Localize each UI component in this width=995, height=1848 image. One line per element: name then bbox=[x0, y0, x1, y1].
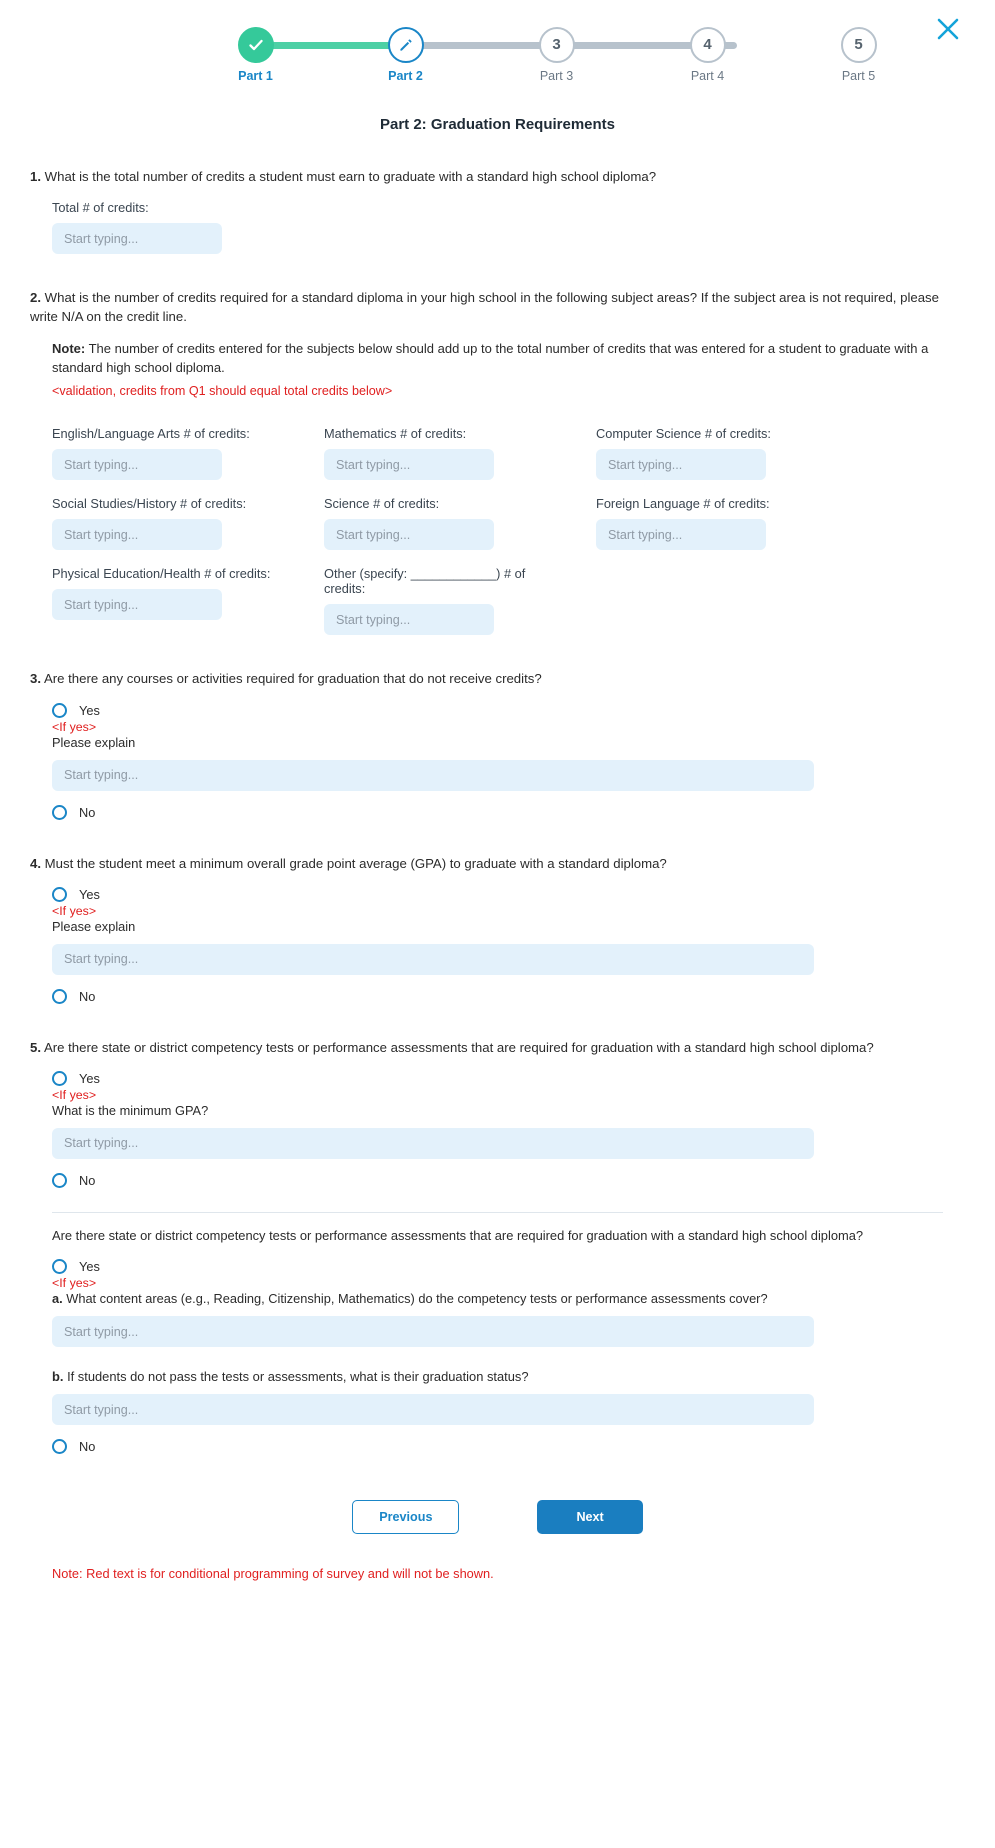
check-icon bbox=[240, 29, 272, 61]
credits-cell-science bbox=[324, 480, 596, 550]
question-4-explain-input[interactable] bbox=[52, 944, 814, 975]
question-5b bbox=[52, 1369, 965, 1384]
stepper-bubble-part-2 bbox=[388, 27, 424, 63]
credits-label-english: English/Language Arts # of credits: bbox=[52, 426, 250, 442]
question-3-text: Are there any courses or activities required for graduation that do not receive credits? bbox=[43, 671, 542, 687]
question-4-if-yes: <If yes> bbox=[52, 903, 97, 918]
radio-circle-icon[interactable] bbox=[52, 989, 67, 1004]
question-5-repeat-no-label: No bbox=[79, 1439, 96, 1455]
question-4-radio-no[interactable] bbox=[52, 989, 965, 1004]
section-divider bbox=[52, 1212, 943, 1213]
question-1 bbox=[30, 167, 965, 254]
credits-input-pe-health[interactable] bbox=[52, 589, 222, 620]
question-4-yes-label: Yes bbox=[79, 886, 100, 902]
question-3-yes-label: Yes bbox=[79, 702, 100, 718]
stepper-number-3: 3 bbox=[552, 36, 561, 53]
validation-message: <validation, credits from Q1 should equal total credits below> bbox=[52, 384, 393, 399]
credits-cell-empty bbox=[596, 550, 868, 635]
footnote: Note: Red text is for conditional programming of survey and will not be shown. bbox=[52, 1566, 494, 1582]
question-4-number: 4. bbox=[30, 855, 41, 871]
survey-content bbox=[0, 116, 995, 1581]
question-5a-text: What content areas (e.g., Reading, Citizenship, Mathematics) do the competency tests or performance assessments cover? bbox=[66, 1291, 768, 1307]
credits-input-foreign-language[interactable] bbox=[596, 519, 766, 550]
credits-label-mathematics: Mathematics # of credits: bbox=[324, 426, 467, 442]
radio-circle-icon[interactable] bbox=[52, 887, 67, 902]
note-label: Note: bbox=[52, 341, 86, 357]
question-3-radio-no[interactable] bbox=[52, 805, 965, 820]
question-2-number: 2. bbox=[30, 290, 41, 306]
navigation-buttons bbox=[30, 1500, 965, 1534]
question-1-text: What is the total number of credits a student must earn to graduate with a standard high school diploma? bbox=[44, 169, 657, 184]
question-4-explain-label: Please explain bbox=[52, 918, 136, 934]
credits-input-computer-science[interactable] bbox=[596, 449, 766, 480]
stepper-step-part-2[interactable] bbox=[346, 14, 466, 83]
question-5-min-gpa-input[interactable] bbox=[52, 1128, 814, 1159]
credits-cell-english bbox=[52, 410, 324, 480]
question-5-no-label: No bbox=[79, 1172, 96, 1188]
credits-input-english[interactable] bbox=[52, 449, 222, 480]
question-5-yes-label: Yes bbox=[79, 1070, 100, 1086]
progress-stepper bbox=[0, 0, 995, 92]
stepper-step-part-4[interactable] bbox=[648, 14, 768, 83]
question-4-radio-yes[interactable] bbox=[52, 887, 965, 902]
question-5a-input[interactable] bbox=[52, 1316, 814, 1347]
question-1-number: 1. bbox=[30, 169, 41, 184]
question-5-repeat-radio-yes[interactable] bbox=[52, 1259, 965, 1274]
question-5-repeat-if-yes: <If yes> bbox=[52, 1276, 97, 1291]
question-3-radio-yes[interactable] bbox=[52, 703, 965, 718]
question-3-explain-label: Please explain bbox=[52, 734, 136, 750]
question-5-repeat-yes-label: Yes bbox=[79, 1259, 100, 1275]
stepper-step-part-5[interactable] bbox=[799, 14, 919, 83]
question-5b-number: b. bbox=[52, 1369, 64, 1385]
question-4-text: Must the student meet a minimum overall grade point average (GPA) to graduate with a standard diploma? bbox=[44, 855, 667, 871]
radio-circle-icon[interactable] bbox=[52, 1071, 67, 1086]
credits-input-other[interactable] bbox=[324, 604, 494, 635]
radio-circle-icon[interactable] bbox=[52, 1439, 67, 1454]
stepper-bubble-part-1 bbox=[238, 27, 274, 63]
page-title: Part 2: Graduation Requirements bbox=[379, 116, 616, 133]
question-5-number: 5. bbox=[30, 1039, 41, 1055]
radio-circle-icon[interactable] bbox=[52, 1173, 67, 1188]
question-5-text: Are there state or district competency tests or performance assessments that are required for graduation with a standard high school diploma? bbox=[43, 1039, 874, 1055]
question-5-radio-no[interactable] bbox=[52, 1173, 965, 1188]
credits-grid bbox=[52, 410, 965, 635]
credits-cell-social-studies bbox=[52, 480, 324, 550]
question-5b-input[interactable] bbox=[52, 1394, 814, 1425]
question-5-explain-label: What is the minimum GPA? bbox=[52, 1102, 209, 1118]
credits-label-science: Science # of credits: bbox=[324, 496, 440, 512]
stepper-label-part-1: Part 1 bbox=[238, 69, 273, 83]
question-3-if-yes: <If yes> bbox=[52, 719, 97, 734]
credits-cell-pe-health bbox=[52, 550, 324, 635]
close-icon[interactable] bbox=[935, 16, 961, 42]
credits-input-mathematics[interactable] bbox=[324, 449, 494, 480]
credits-cell-other bbox=[324, 550, 596, 635]
question-5-repeat-radio-no[interactable] bbox=[52, 1439, 965, 1454]
stepper-bubble-part-5 bbox=[841, 27, 877, 63]
question-5-if-yes: <If yes> bbox=[52, 1087, 97, 1102]
question-3-no-label: No bbox=[79, 804, 96, 820]
question-2-note bbox=[52, 340, 952, 400]
stepper-label-part-2: Part 2 bbox=[388, 69, 423, 83]
credits-cell-mathematics bbox=[324, 410, 596, 480]
question-2-text: What is the number of credits required for a standard diploma in your high school in the following subject areas? If the subject area is not required, please write N/A on the credit line. bbox=[30, 290, 939, 325]
question-3 bbox=[30, 669, 965, 819]
total-credits-label: Total # of credits: bbox=[52, 200, 149, 216]
stepper-bubble-part-4 bbox=[690, 27, 726, 63]
stepper-step-part-3[interactable] bbox=[497, 14, 617, 83]
question-3-explain-input[interactable] bbox=[52, 760, 814, 791]
question-5-radio-yes[interactable] bbox=[52, 1071, 965, 1086]
question-5-repeat-text: Are there state or district competency tests or performance assessments that are required for graduation with a standard high school diploma? bbox=[52, 1227, 864, 1243]
next-button[interactable]: Next bbox=[537, 1500, 642, 1534]
question-5a-number: a. bbox=[52, 1291, 63, 1307]
question-4-no-label: No bbox=[79, 988, 96, 1004]
stepper-label-part-3: Part 3 bbox=[539, 69, 574, 83]
credits-input-social-studies[interactable] bbox=[52, 519, 222, 550]
radio-circle-icon[interactable] bbox=[52, 703, 67, 718]
stepper-bubble-part-3 bbox=[539, 27, 575, 63]
question-3-number: 3. bbox=[30, 671, 41, 687]
stepper-number-4: 4 bbox=[703, 36, 712, 53]
stepper-step-part-1[interactable] bbox=[196, 14, 316, 83]
question-2 bbox=[30, 288, 965, 635]
credits-label-social-studies: Social Studies/History # of credits: bbox=[52, 496, 247, 512]
total-credits-input[interactable] bbox=[52, 223, 222, 254]
question-5b-text: If students do not pass the tests or assessments, what is their graduation status? bbox=[67, 1369, 529, 1385]
credits-input-science[interactable] bbox=[324, 519, 494, 550]
credits-label-pe-health: Physical Education/Health # of credits: bbox=[52, 566, 271, 582]
credits-label-foreign-language: Foreign Language # of credits: bbox=[596, 496, 770, 512]
question-4 bbox=[30, 854, 965, 1004]
stepper-label-part-5: Part 5 bbox=[841, 69, 876, 83]
pencil-icon bbox=[390, 29, 422, 61]
question-5a bbox=[52, 1291, 965, 1306]
radio-circle-icon[interactable] bbox=[52, 805, 67, 820]
stepper-label-part-4: Part 4 bbox=[690, 69, 725, 83]
note-text: The number of credits entered for the subjects below should add up to the total number of credits that was entered for a student to graduate with a standard high school diploma. bbox=[52, 341, 929, 376]
credits-label-computer-science: Computer Science # of credits: bbox=[596, 426, 771, 442]
previous-button[interactable]: Previous bbox=[352, 1500, 459, 1534]
stepper-number-5: 5 bbox=[854, 36, 863, 53]
credits-cell-computer-science bbox=[596, 410, 868, 480]
radio-circle-icon[interactable] bbox=[52, 1259, 67, 1274]
credits-label-other: Other (specify: ____________) # of credits: bbox=[324, 566, 526, 597]
credits-cell-foreign-language bbox=[596, 480, 868, 550]
question-5 bbox=[30, 1038, 965, 1455]
